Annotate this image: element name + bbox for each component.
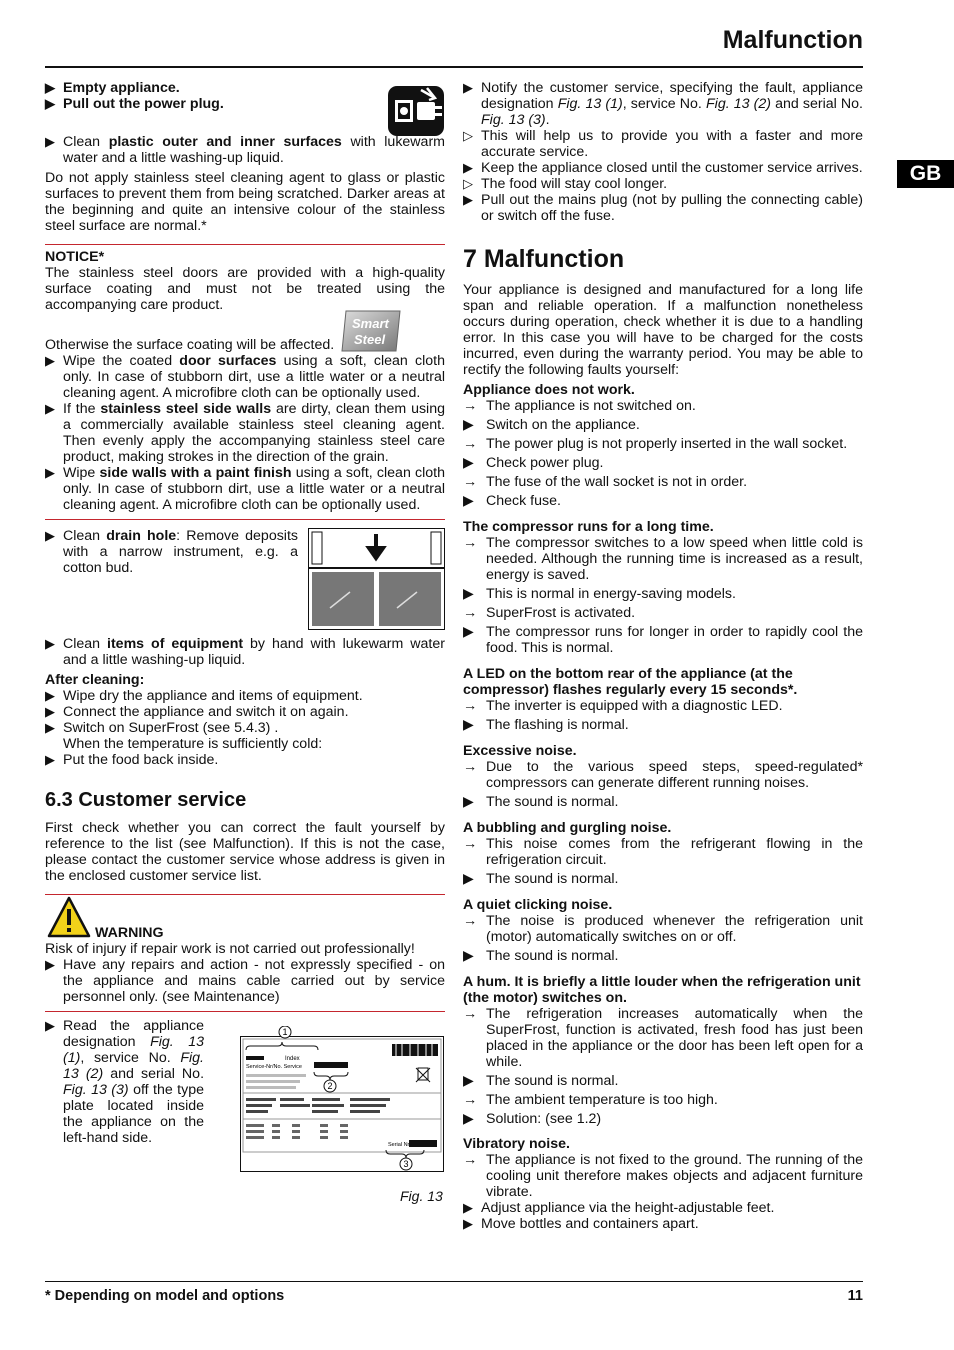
drain-hole-figure	[308, 528, 445, 630]
fault-title: Vibratory noise.	[463, 1136, 570, 1152]
list-item: ▶ Move bottles and containers apart.	[463, 1216, 699, 1232]
drain-block	[45, 528, 445, 636]
fault-cause: → SuperFrost is activated.	[463, 605, 636, 621]
cleaning-block	[45, 80, 445, 112]
svg-text:Index: Index	[285, 1056, 300, 1062]
list-item: ▶ Connect the appliance and switch it on again.	[45, 704, 349, 720]
list-item: ▶ Read the appliance designation Fig. 13 (1), service No. Fig. 13 (2) and serial No. Fig. 13 (3) off the type plate located inside the appliance on the left-hand side.	[45, 1018, 205, 1146]
paragraph: Your appliance is designed and manufactured for a long life span and reliable operation. If a malfunction nonetheless occurs during operation, check whether it is due to a handling error. In this case you will have to be charged for the costs incurred, even during the warranty period. You may be able to rectify the following faults yourself:	[463, 282, 863, 378]
list-item: ▶ Empty appliance.	[45, 80, 180, 96]
fault-remedy: ▶ This is normal in energy-saving models.	[463, 586, 736, 602]
section-heading: 6.3 Customer service	[45, 789, 247, 811]
paragraph: Otherwise the surface coating will be affected.	[45, 337, 335, 353]
svg-text:1: 1	[282, 1027, 288, 1037]
page-title: Malfunction	[722, 26, 863, 54]
svg-text:Serial Nr: Serial Nr	[388, 1142, 410, 1148]
left-column	[45, 80, 445, 1208]
warning-title: WARNING	[95, 925, 164, 941]
fault-title: The compressor runs for a long time.	[463, 519, 714, 535]
svg-text:2: 2	[327, 1081, 333, 1091]
fault-remedy: ▶ The flashing is normal.	[463, 717, 629, 733]
fault-remedy: ▶ The sound is normal.	[463, 1073, 619, 1089]
fault-cause: → The power plug is not properly inserted in the wall socket.	[463, 436, 848, 452]
fault-remedy: ▶ The compressor runs for longer in order to rapidly cool the food. This is normal.	[463, 624, 863, 656]
fault-cause: → The refrigeration increases automatically when the SuperFrost, function is activated, fresh food has just been placed in the appliance or the door has been left open for a while.	[463, 1006, 863, 1070]
fault-remedy: ▶ The sound is normal.	[463, 794, 619, 810]
list-item: ▶ Clean drain hole: Remove deposits with a narrow instrument, e.g. a cotton bud.	[45, 528, 298, 576]
list-item: ▶ Keep the appliance closed until the customer service arrives.	[463, 160, 863, 176]
fault-title: A bubbling and gurgling noise.	[463, 820, 672, 836]
after-cleaning-title: After cleaning:	[45, 672, 145, 688]
list-item: ▶ Pull out the mains plug (not by pulling the connecting cable) or switch off the fuse.	[463, 192, 863, 224]
list-item: ▶ Pull out the power plug.	[45, 96, 224, 112]
list-item: ▶ Put the food back inside.	[45, 752, 219, 768]
svg-text:Smart: Smart	[352, 316, 390, 331]
fault-cause: → The fuse of the wall socket is not in order.	[463, 474, 748, 490]
list-item: ▷ This will help us to provide you with a faster and more accurate service.	[463, 128, 863, 160]
header-rule	[45, 66, 863, 68]
list-item: ▶ Wipe dry the appliance and items of equipment.	[45, 688, 363, 704]
fault-cause: → This noise comes from the refrigerant flowing in the refrigeration circuit.	[463, 836, 863, 868]
fault-cause: → The inverter is equipped with a diagnostic LED.	[463, 698, 783, 714]
fault-title: A quiet clicking noise.	[463, 897, 613, 913]
notice-title: NOTICE*	[45, 249, 105, 265]
footnote: * Depending on model and options	[45, 1288, 285, 1304]
type-plate-figure	[240, 1026, 444, 1172]
list-item: ▶ If the stainless steel side walls are dirty, clean them using a commercially available stainless steel cleaning agent. Then evenly apply the accompanying stainless steel care product, making strokes in the direction of the grain.	[45, 401, 445, 465]
fault-cause: → The appliance is not fixed to the ground. The running of the cooling unit therefore makes objects and adjacent furniture vibrate.	[463, 1152, 863, 1200]
list-item: ▶ Clean plastic outer and inner surfaces with lukewarm water and a little washing-up liquid.	[45, 134, 445, 166]
paragraph: The stainless steel doors are provided with a high-quality surface coating and must not be treated using the accompanying care product.	[45, 265, 445, 313]
fault-remedy: ▶ Switch on the appliance.	[463, 417, 640, 433]
section-heading: 7 Malfunction	[463, 245, 625, 273]
svg-text:Steel: Steel	[354, 332, 386, 347]
warning-icon	[47, 896, 91, 938]
paragraph: Do not apply stainless steel cleaning agent to glass or plastic surfaces to prevent them from being scratched. Darker areas at the beginning and quite an intensive colour of the stainless steel surface are normal.*	[45, 170, 445, 234]
paragraph: When the temperature is sufficiently cold:	[63, 736, 323, 752]
fault-title: A hum. It is briefly a little louder when the refrigeration unit (the motor) switches on.	[463, 974, 861, 1006]
fault-cause: → The ambient temperature is too high.	[463, 1092, 718, 1108]
paragraph: Risk of injury if repair work is not carried out professionally!	[45, 941, 415, 957]
list-item: ▶ Clean items of equipment by hand with lukewarm water and a little washing-up liquid.	[45, 636, 445, 668]
notice-affected-row	[45, 309, 445, 353]
unplug-icon	[387, 82, 445, 138]
fault-list	[463, 378, 863, 1127]
list-item: ▶ Adjust appliance via the height-adjustable feet.	[463, 1200, 775, 1216]
page-number: 11	[847, 1288, 863, 1304]
fault-title: A LED on the bottom rear of the appliance (at the compressor) flashes regularly every 15 seconds*.	[463, 666, 798, 698]
figure-caption: Fig. 13	[400, 1188, 443, 1204]
list-item: ▶ Have any repairs and action - not expressly specified - on the appliance and mains cable carried out by service personnel only. (see Maintenance)	[45, 957, 445, 1005]
svg-text:3: 3	[403, 1159, 409, 1169]
list-item: ▶ Switch on SuperFrost (see 5.4.3) .	[45, 720, 279, 736]
list-item: ▶ Notify the customer service, specifying the fault, appliance designation Fig. 13 (1), service No. Fig. 13 (2) and serial No. Fig. 13 (3).	[463, 80, 863, 128]
fault-cause: → Due to the various speed steps, speed-regulated* compressors can generate different running noises.	[463, 759, 863, 791]
fault-remedy: ▶ The sound is normal.	[463, 871, 619, 887]
fault-cause: → The compressor switches to a low speed when little cold is needed. Although the running time is increased as a result, energy is saved.	[463, 535, 863, 583]
footer-rule	[45, 1281, 863, 1282]
right-column	[463, 80, 863, 1232]
fault-remedy: ▶ Check power plug.	[463, 455, 604, 471]
fault-cause: → The noise is produced whenever the refrigeration unit (motor) automatically switches on or off.	[463, 913, 863, 945]
warning-header	[45, 895, 445, 941]
svg-text:Service-Nr/No. Service: Service-Nr/No. Service	[246, 1064, 302, 1070]
type-plate-block	[45, 1018, 445, 1208]
fault-remedy: ▶ The sound is normal.	[463, 948, 619, 964]
fault-remedy: ▶ Solution: (see 1.2)	[463, 1111, 602, 1127]
smart-steel-logo	[340, 309, 402, 353]
fault-title: Excessive noise.	[463, 743, 577, 759]
language-tab: GB	[897, 160, 954, 188]
fault-title: Appliance does not work.	[463, 382, 635, 398]
fault-cause: → The appliance is not switched on.	[463, 398, 696, 414]
fault-remedy: ▶ Check fuse.	[463, 493, 561, 509]
list-item: ▷ The food will stay cool longer.	[463, 176, 668, 192]
list-item: ▶ Wipe the coated door surfaces using a soft, clean cloth only. In case of stubborn dirt, use a little water or a neutral cleaning agent. A microfibre cloth can be optionally used.	[45, 353, 445, 401]
paragraph: First check whether you can correct the fault yourself by reference to the list (see Malfunction). If this is not the case, please contact the customer service whose address is given in the enclosed customer service list.	[45, 820, 445, 884]
list-item: ▶ Wipe side walls with a paint finish using a soft, clean cloth only. In case of stubborn dirt, use a little water or a neutral cleaning agent. A microfibre cloth can be optionally used.	[45, 465, 446, 513]
